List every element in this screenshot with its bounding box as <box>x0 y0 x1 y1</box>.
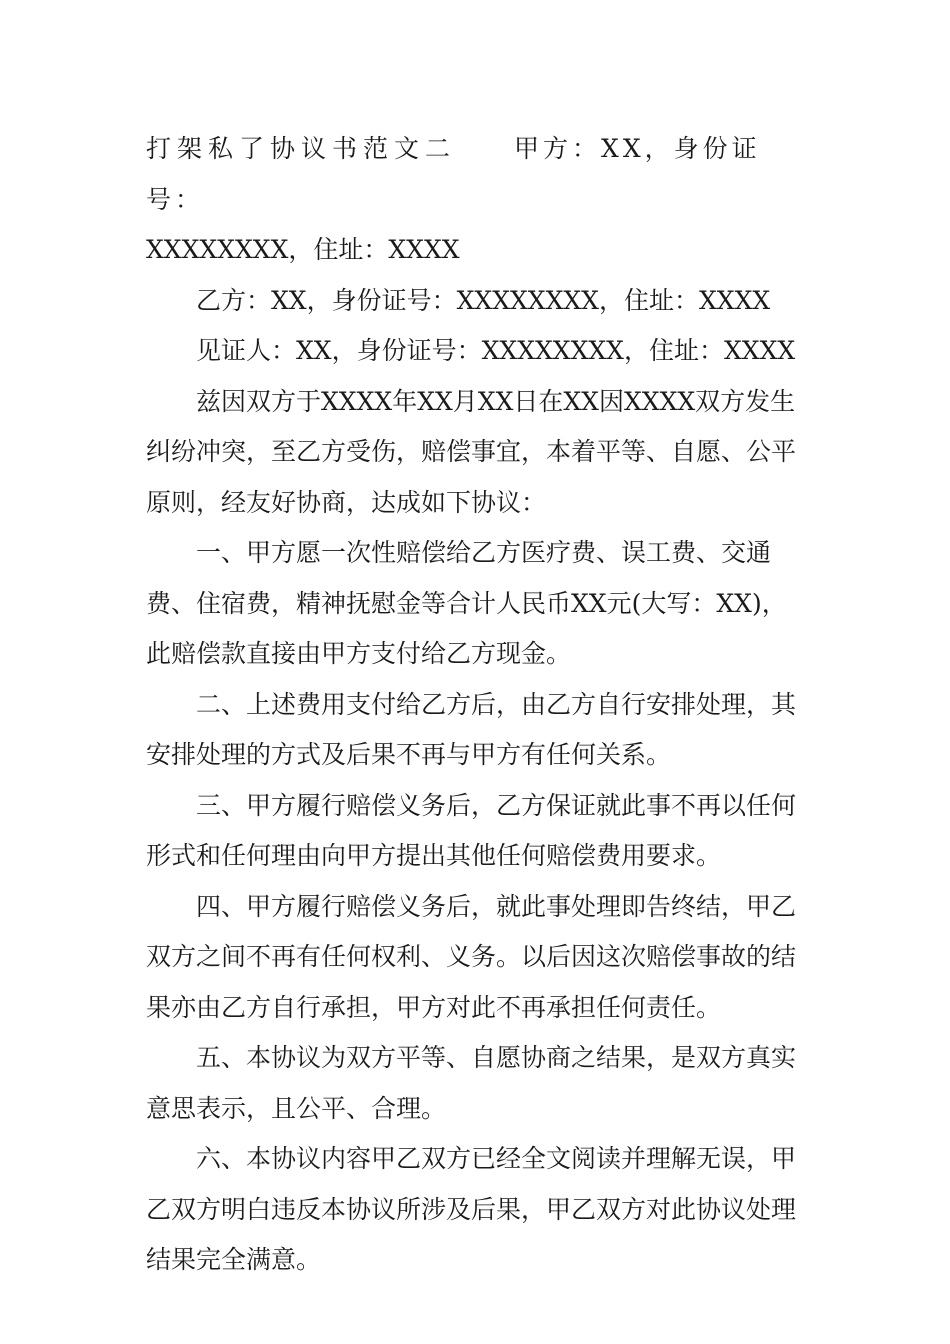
party-a-label: 甲方：XX，身份证号： <box>146 134 761 214</box>
clause-5: 五、本协议为双方平等、自愿协商之结果，是双方真实意思表示，且公平、合理。 <box>146 1043 797 1123</box>
clause-1: 一、甲方愿一次性赔偿给乙方医疗费、误工费、交通费、住宿费，精神抚慰金等合计人民币XX元(大写：XX)，此赔偿款直接由甲方支付给乙方现金。 <box>146 538 787 668</box>
title-and-party-a-paragraph <box>146 124 808 276</box>
document-title: 打架私了协议书范文二 <box>146 134 457 163</box>
clause-2: 二、上述费用支付给乙方后，由乙方自行安排处理，其安排处理的方式及后果不再与甲方有任何关系。 <box>146 689 797 769</box>
clause-6: 六、本协议内容甲乙双方已经全文阅读并理解无误，甲乙双方明白违反本协议所涉及后果，甲乙双方对此协议处理结果完全满意。 <box>146 1144 797 1274</box>
witness-paragraph: 见证人：XX，身份证号：XXXXXXXX，住址：XXXX <box>196 336 796 365</box>
agreement-body <box>146 124 808 1286</box>
clause-3: 三、甲方履行赔偿义务后，乙方保证就此事不再以任何形式和任何理由向甲方提出其他任何赔偿费用要求。 <box>146 790 797 870</box>
intro-paragraph: 兹因双方于XXXX年XX月XX日在XX因XXXX双方发生纠纷冲突，至乙方受伤，赔偿事宜，本着平等、自愿、公平原则，经友好协商，达成如下协议： <box>146 386 797 517</box>
clause-4: 四、甲方履行赔偿义务后，就此事处理即告终结，甲乙双方之间不再有任何权利、义务。以后因这次赔偿事故的结果亦由乙方自行承担，甲方对此不再承担任何责任。 <box>146 891 797 1022</box>
party-b-paragraph: 乙方：XX，身份证号：XXXXXXXX，住址：XXXX <box>196 285 771 315</box>
party-a-details: XXXXXXXX，住址：XXXX <box>146 235 460 264</box>
